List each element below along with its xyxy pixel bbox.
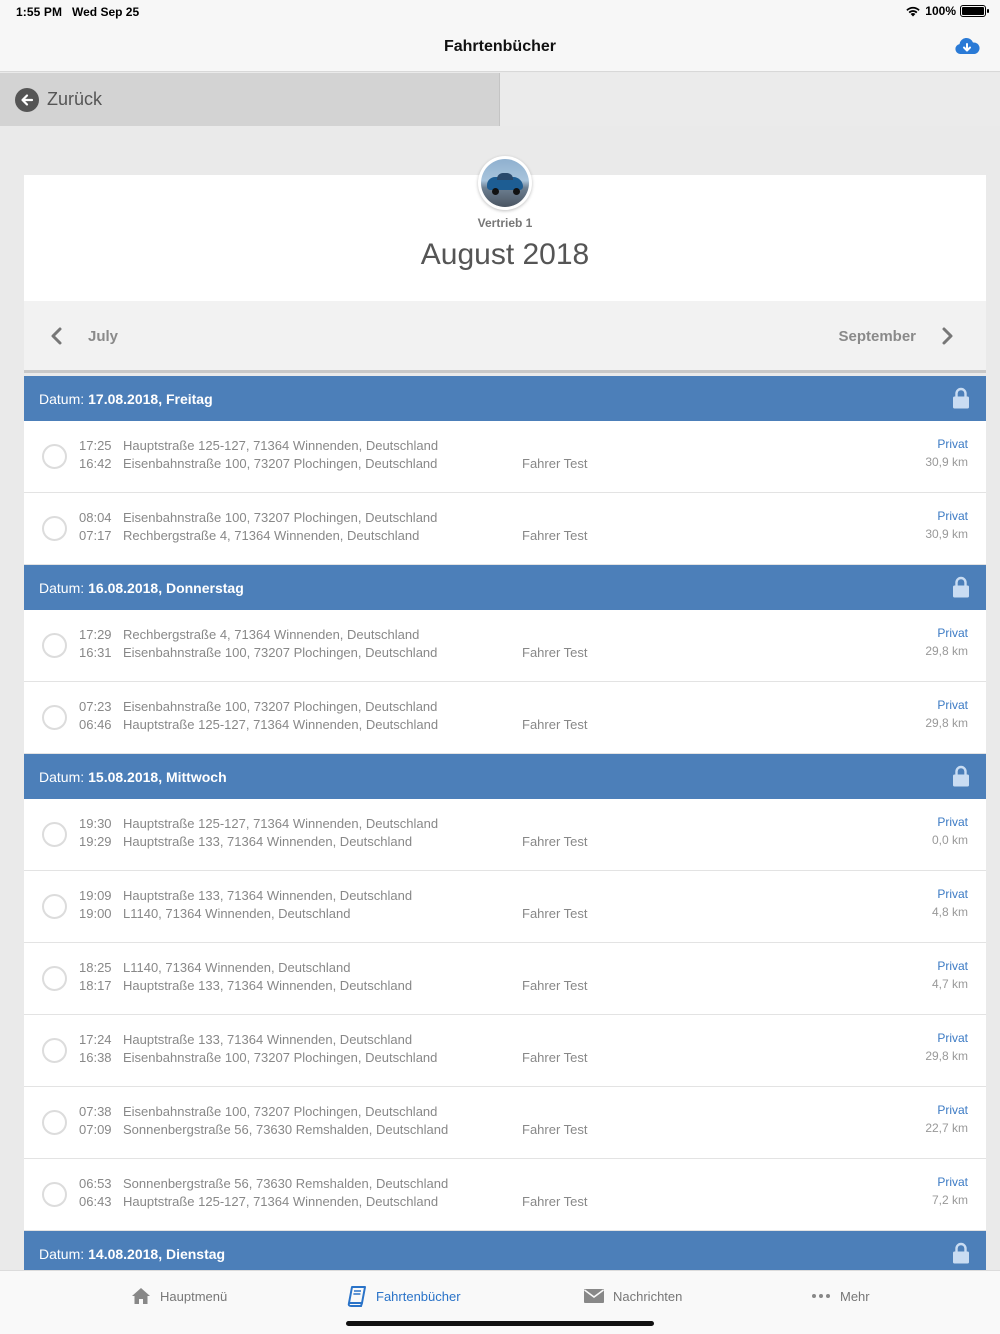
trip-start-time: 19:09	[79, 888, 112, 903]
chevron-left-icon	[46, 325, 68, 347]
trip-category[interactable]: Privat	[937, 815, 968, 829]
trip-distance: 29,8 km	[925, 716, 968, 730]
trip-start-address: Eisenbahnstraße 100, 73207 Plochingen, Deutschland	[123, 1104, 438, 1119]
trip-start-address: Rechbergstraße 4, 71364 Winnenden, Deutschland	[123, 627, 420, 642]
trip-end-address: Hauptstraße 125-127, 71364 Winnenden, Deutschland	[123, 1194, 439, 1209]
trip-start-time: 17:29	[79, 627, 112, 642]
wifi-icon	[905, 5, 921, 17]
trip-category[interactable]: Privat	[937, 509, 968, 523]
trip-category[interactable]: Privat	[937, 1175, 968, 1189]
page-title: Fahrtenbücher	[443, 38, 556, 55]
tab-fahrtenbuecher[interactable]	[346, 1285, 461, 1307]
trip-start-address: Eisenbahnstraße 100, 73207 Plochingen, Deutschland	[123, 510, 438, 525]
trip-row[interactable]	[24, 1015, 986, 1087]
day-header-prefix: Datum:	[39, 1245, 85, 1262]
trip-select-radio[interactable]	[42, 516, 67, 541]
trip-end-address: Eisenbahnstraße 100, 73207 Plochingen, Deutschland	[123, 1050, 438, 1065]
trip-driver: Fahrer Test	[522, 978, 588, 993]
tab-label: Hauptmenü	[160, 1288, 228, 1304]
battery-icon	[960, 5, 986, 17]
trip-driver: Fahrer Test	[522, 1122, 588, 1137]
day-header-prefix: Datum:	[39, 579, 85, 596]
trip-distance: 30,9 km	[925, 527, 968, 541]
lock-icon	[952, 1242, 970, 1264]
trip-category[interactable]: Privat	[937, 437, 968, 451]
day-header-date: 17.08.2018, Freitag	[88, 390, 213, 407]
trip-driver: Fahrer Test	[522, 834, 588, 849]
trip-end-time: 16:42	[79, 456, 112, 471]
trip-start-address: Sonnenbergstraße 56, 73630 Remshalden, Deutschland	[123, 1176, 449, 1191]
day-header	[24, 754, 986, 799]
day-header	[24, 565, 986, 610]
navigation-bar	[0, 24, 1000, 72]
lock-icon	[952, 765, 970, 787]
trip-select-radio[interactable]	[42, 705, 67, 730]
trip-distance: 29,8 km	[925, 644, 968, 658]
trip-end-address: Sonnenbergstraße 56, 73630 Remshalden, Deutschland	[123, 1122, 449, 1137]
trip-row[interactable]	[24, 943, 986, 1015]
trip-row[interactable]	[24, 682, 986, 754]
trip-driver: Fahrer Test	[522, 906, 588, 921]
day-header	[24, 1231, 986, 1270]
trip-distance: 7,2 km	[931, 1193, 968, 1207]
trip-end-time: 06:46	[79, 717, 112, 732]
trip-start-address: Hauptstraße 133, 71364 Winnenden, Deutschland	[123, 888, 413, 903]
day-header-date: 14.08.2018, Dienstag	[88, 1245, 226, 1262]
back-label: Zurück	[47, 89, 103, 109]
trip-row[interactable]	[24, 493, 986, 565]
trip-end-time: 07:17	[79, 528, 112, 543]
trip-category[interactable]: Privat	[937, 887, 968, 901]
month-navigation	[24, 301, 986, 373]
battery-percent: 100%	[925, 4, 956, 18]
trip-driver: Fahrer Test	[522, 1050, 588, 1065]
tab-label: Fahrtenbücher	[376, 1288, 461, 1304]
back-bar	[0, 73, 1000, 126]
status-bar	[0, 0, 1000, 24]
trip-driver: Fahrer Test	[522, 1194, 588, 1209]
trip-row[interactable]	[24, 1087, 986, 1159]
trip-distance: 0,0 km	[931, 833, 968, 847]
trip-distance: 29,8 km	[925, 1049, 968, 1063]
chevron-right-icon	[936, 325, 958, 347]
trip-start-time: 08:04	[79, 510, 112, 525]
trip-start-time: 18:25	[79, 960, 112, 975]
trip-start-time: 17:24	[79, 1032, 112, 1047]
trip-category[interactable]: Privat	[937, 626, 968, 640]
trip-distance: 22,7 km	[925, 1121, 968, 1135]
trip-select-radio[interactable]	[42, 633, 67, 658]
trip-select-radio[interactable]	[42, 444, 67, 469]
trip-start-address: Hauptstraße 133, 71364 Winnenden, Deutschland	[123, 1032, 413, 1047]
trip-row[interactable]	[24, 1159, 986, 1231]
trip-end-time: 18:17	[79, 978, 112, 993]
current-month: August 2018	[420, 238, 590, 271]
trip-select-radio[interactable]	[42, 1110, 67, 1135]
trip-start-address: L1140, 71364 Winnenden, Deutschland	[123, 960, 351, 975]
trip-end-time: 07:09	[79, 1122, 112, 1137]
trip-driver: Fahrer Test	[522, 717, 588, 732]
previous-month-button[interactable]	[46, 325, 118, 347]
next-month-label: September	[838, 327, 916, 345]
trip-driver: Fahrer Test	[522, 528, 588, 543]
trip-end-time: 19:29	[79, 834, 112, 849]
cloud-download-icon[interactable]	[954, 36, 980, 58]
trip-end-address: Eisenbahnstraße 100, 73207 Plochingen, Deutschland	[123, 456, 438, 471]
tab-mehr[interactable]	[810, 1285, 870, 1307]
trip-start-time: 07:38	[79, 1104, 112, 1119]
trip-category[interactable]: Privat	[937, 1103, 968, 1117]
tab-label: Nachrichten	[613, 1288, 683, 1304]
trip-list	[24, 376, 986, 1270]
next-month-button[interactable]	[838, 325, 958, 347]
day-header-date: 16.08.2018, Donnerstag	[88, 579, 244, 596]
trip-end-time: 16:38	[79, 1050, 112, 1065]
trip-select-radio[interactable]	[42, 822, 67, 847]
trip-category[interactable]: Privat	[937, 959, 968, 973]
lock-icon	[952, 387, 970, 409]
day-header-date: 15.08.2018, Mittwoch	[88, 768, 227, 785]
status-time: 1:55 PM	[16, 5, 63, 19]
day-header-prefix: Datum:	[39, 768, 85, 785]
trip-driver: Fahrer Test	[522, 456, 588, 471]
trip-row[interactable]	[24, 421, 986, 493]
status-right	[905, 4, 986, 18]
day-header-prefix: Datum:	[39, 390, 85, 407]
vehicle-avatar	[478, 156, 532, 210]
trip-distance: 4,8 km	[931, 905, 968, 919]
trip-end-time: 16:31	[79, 645, 112, 660]
trip-row[interactable]	[24, 871, 986, 943]
trip-category[interactable]: Privat	[937, 1031, 968, 1045]
home-indicator	[346, 1321, 654, 1326]
trip-select-radio[interactable]	[42, 894, 67, 919]
trip-start-address: Eisenbahnstraße 100, 73207 Plochingen, Deutschland	[123, 699, 438, 714]
trip-end-address: L1140, 71364 Winnenden, Deutschland	[123, 906, 351, 921]
lock-icon	[952, 576, 970, 598]
trip-select-radio[interactable]	[42, 1182, 67, 1207]
trip-category[interactable]: Privat	[937, 698, 968, 712]
trip-end-address: Hauptstraße 133, 71364 Winnenden, Deutschland	[123, 978, 413, 993]
trip-end-address: Rechbergstraße 4, 71364 Winnenden, Deutschland	[123, 528, 420, 543]
previous-month-label: July	[88, 327, 119, 345]
tab-hauptmenue[interactable]	[130, 1285, 227, 1307]
day-header	[24, 376, 986, 421]
trip-select-radio[interactable]	[42, 1038, 67, 1063]
vehicle-name: Vertrieb 1	[477, 216, 533, 230]
trip-distance: 30,9 km	[925, 455, 968, 469]
trip-start-address: Hauptstraße 125-127, 71364 Winnenden, Deutschland	[123, 438, 439, 453]
book-icon	[346, 1285, 368, 1307]
trip-end-address: Eisenbahnstraße 100, 73207 Plochingen, Deutschland	[123, 645, 438, 660]
trip-select-radio[interactable]	[42, 966, 67, 991]
trip-row[interactable]	[24, 799, 986, 871]
trip-start-time: 06:53	[79, 1176, 112, 1191]
trip-row[interactable]	[24, 610, 986, 682]
trip-end-time: 19:00	[79, 906, 112, 921]
trip-start-time: 19:30	[79, 816, 112, 831]
arrow-left-icon	[15, 88, 39, 112]
trip-start-time: 17:25	[79, 438, 112, 453]
mail-icon	[583, 1285, 605, 1307]
trip-end-address: Hauptstraße 125-127, 71364 Winnenden, Deutschland	[123, 717, 439, 732]
status-date: Wed Sep 25	[72, 5, 140, 19]
back-button[interactable]	[0, 73, 500, 126]
trip-start-address: Hauptstraße 125-127, 71364 Winnenden, Deutschland	[123, 816, 439, 831]
tab-label: Mehr	[840, 1288, 870, 1304]
trip-distance: 4,7 km	[931, 977, 968, 991]
tab-nachrichten[interactable]	[583, 1285, 682, 1307]
trip-end-address: Hauptstraße 133, 71364 Winnenden, Deutschland	[123, 834, 413, 849]
trip-driver: Fahrer Test	[522, 645, 588, 660]
trip-start-time: 07:23	[79, 699, 112, 714]
trip-end-time: 06:43	[79, 1194, 112, 1209]
home-icon	[130, 1285, 152, 1307]
more-icon	[810, 1285, 832, 1307]
